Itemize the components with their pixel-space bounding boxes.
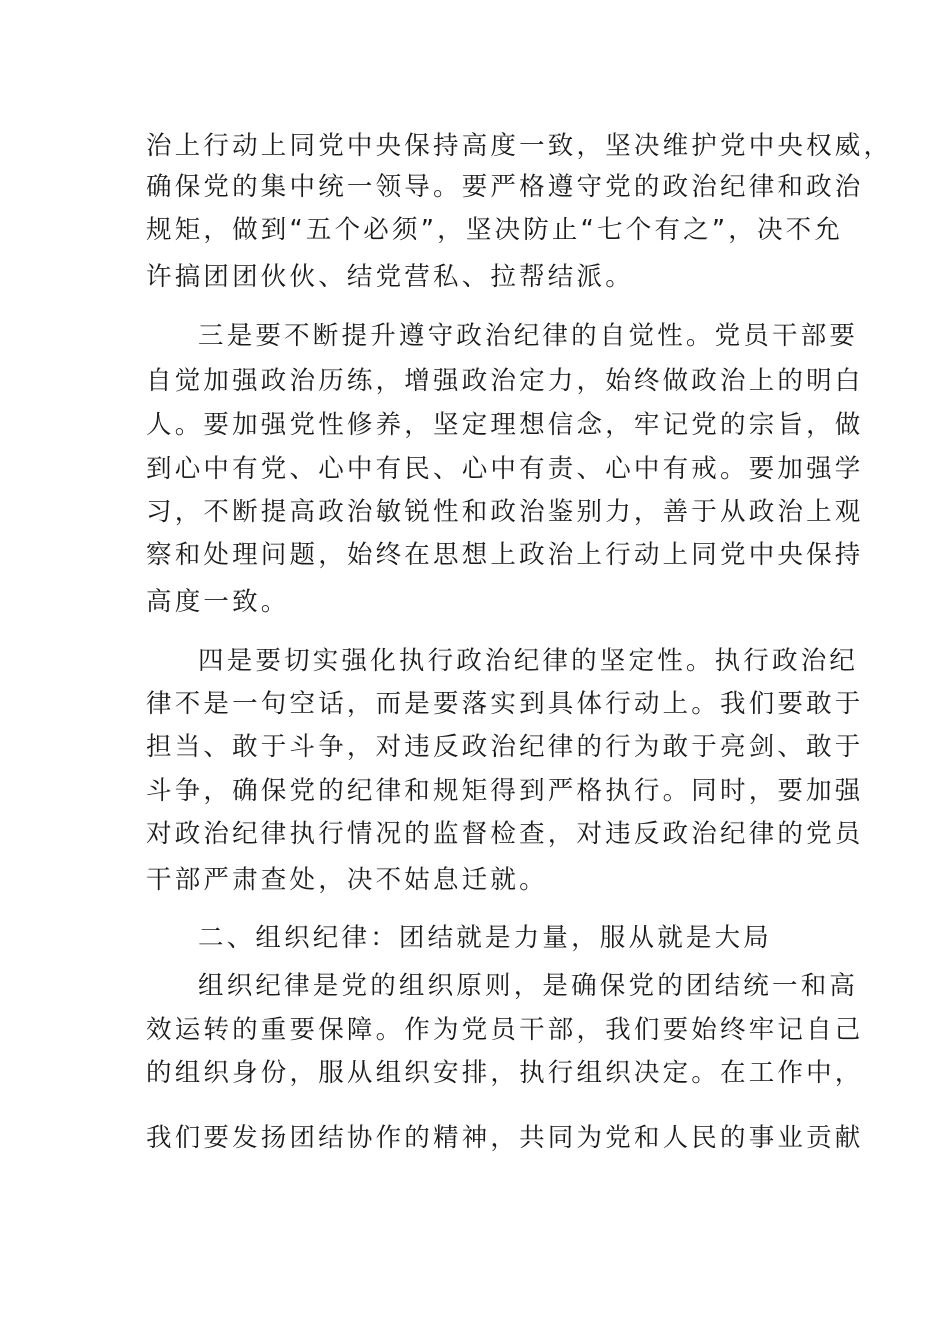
text-line: 许搞团团伙伙、结党营私、拉帮结派。 xyxy=(146,262,634,292)
text-line: 习，不断提高政治敏锐性和政治鉴别力，善于从政治上观 xyxy=(146,497,864,527)
text-line: 自觉加强政治历练，增强政治定力，始终做政治上的明白 xyxy=(146,366,864,396)
text-line: 担当、敢于斗争，对违反政治纪律的行为敢于亮剑、敢于 xyxy=(146,732,864,762)
text-line: 到心中有党、心中有民、心中有责、心中有戒。要加强学 xyxy=(146,454,864,484)
text-line: 高度一致。 xyxy=(146,587,290,617)
text-line: 规矩，做到“五个必须”，坚决防止“七个有之”，决不允 xyxy=(146,215,844,245)
text-line: 确保党的集中统一领导。要严格遵守党的政治纪律和政治 xyxy=(146,172,864,202)
paragraph-start-line: 四是要切实强化执行政治纪律的坚定性。执行政治纪 xyxy=(198,646,859,676)
text-line: 察和处理问题，始终在思想上政治上行动上同党中央保持 xyxy=(146,540,864,570)
text-line: 的组织身份，服从组织安排，执行组织决定。在工作中， xyxy=(146,1058,864,1088)
text-line: 律不是一句空话，而是要落实到具体行动上。我们要敢于 xyxy=(146,689,864,719)
text-line: 治上行动上同党中央保持高度一致，坚决维护党中央权威， xyxy=(146,131,893,161)
text-line: 干部严肃查处，决不姑息迁就。 xyxy=(146,865,548,895)
text-line: 斗争，确保党的纪律和规矩得到严格执行。同时，要加强 xyxy=(146,776,864,806)
text-line: 我们要发扬团结协作的精神，共同为党和人民的事业贡献 xyxy=(146,1123,864,1153)
text-line: 人。要加强党性修养，坚定理想信念，牢记党的宗旨，做 xyxy=(146,410,864,440)
text-line: 对政治纪律执行情况的监督检查，对违反政治纪律的党员 xyxy=(146,819,864,849)
section-heading: 二、组织纪律：团结就是力量，服从就是大局 xyxy=(198,923,773,953)
paragraph-start-line: 三是要不断提升遵守政治纪律的自觉性。党员干部要 xyxy=(198,321,859,351)
text-line: 效运转的重要保障。作为党员干部，我们要始终牢记自己 xyxy=(146,1015,864,1045)
paragraph-start-line: 组织纪律是党的组织原则，是确保党的团结统一和高 xyxy=(198,971,859,1001)
